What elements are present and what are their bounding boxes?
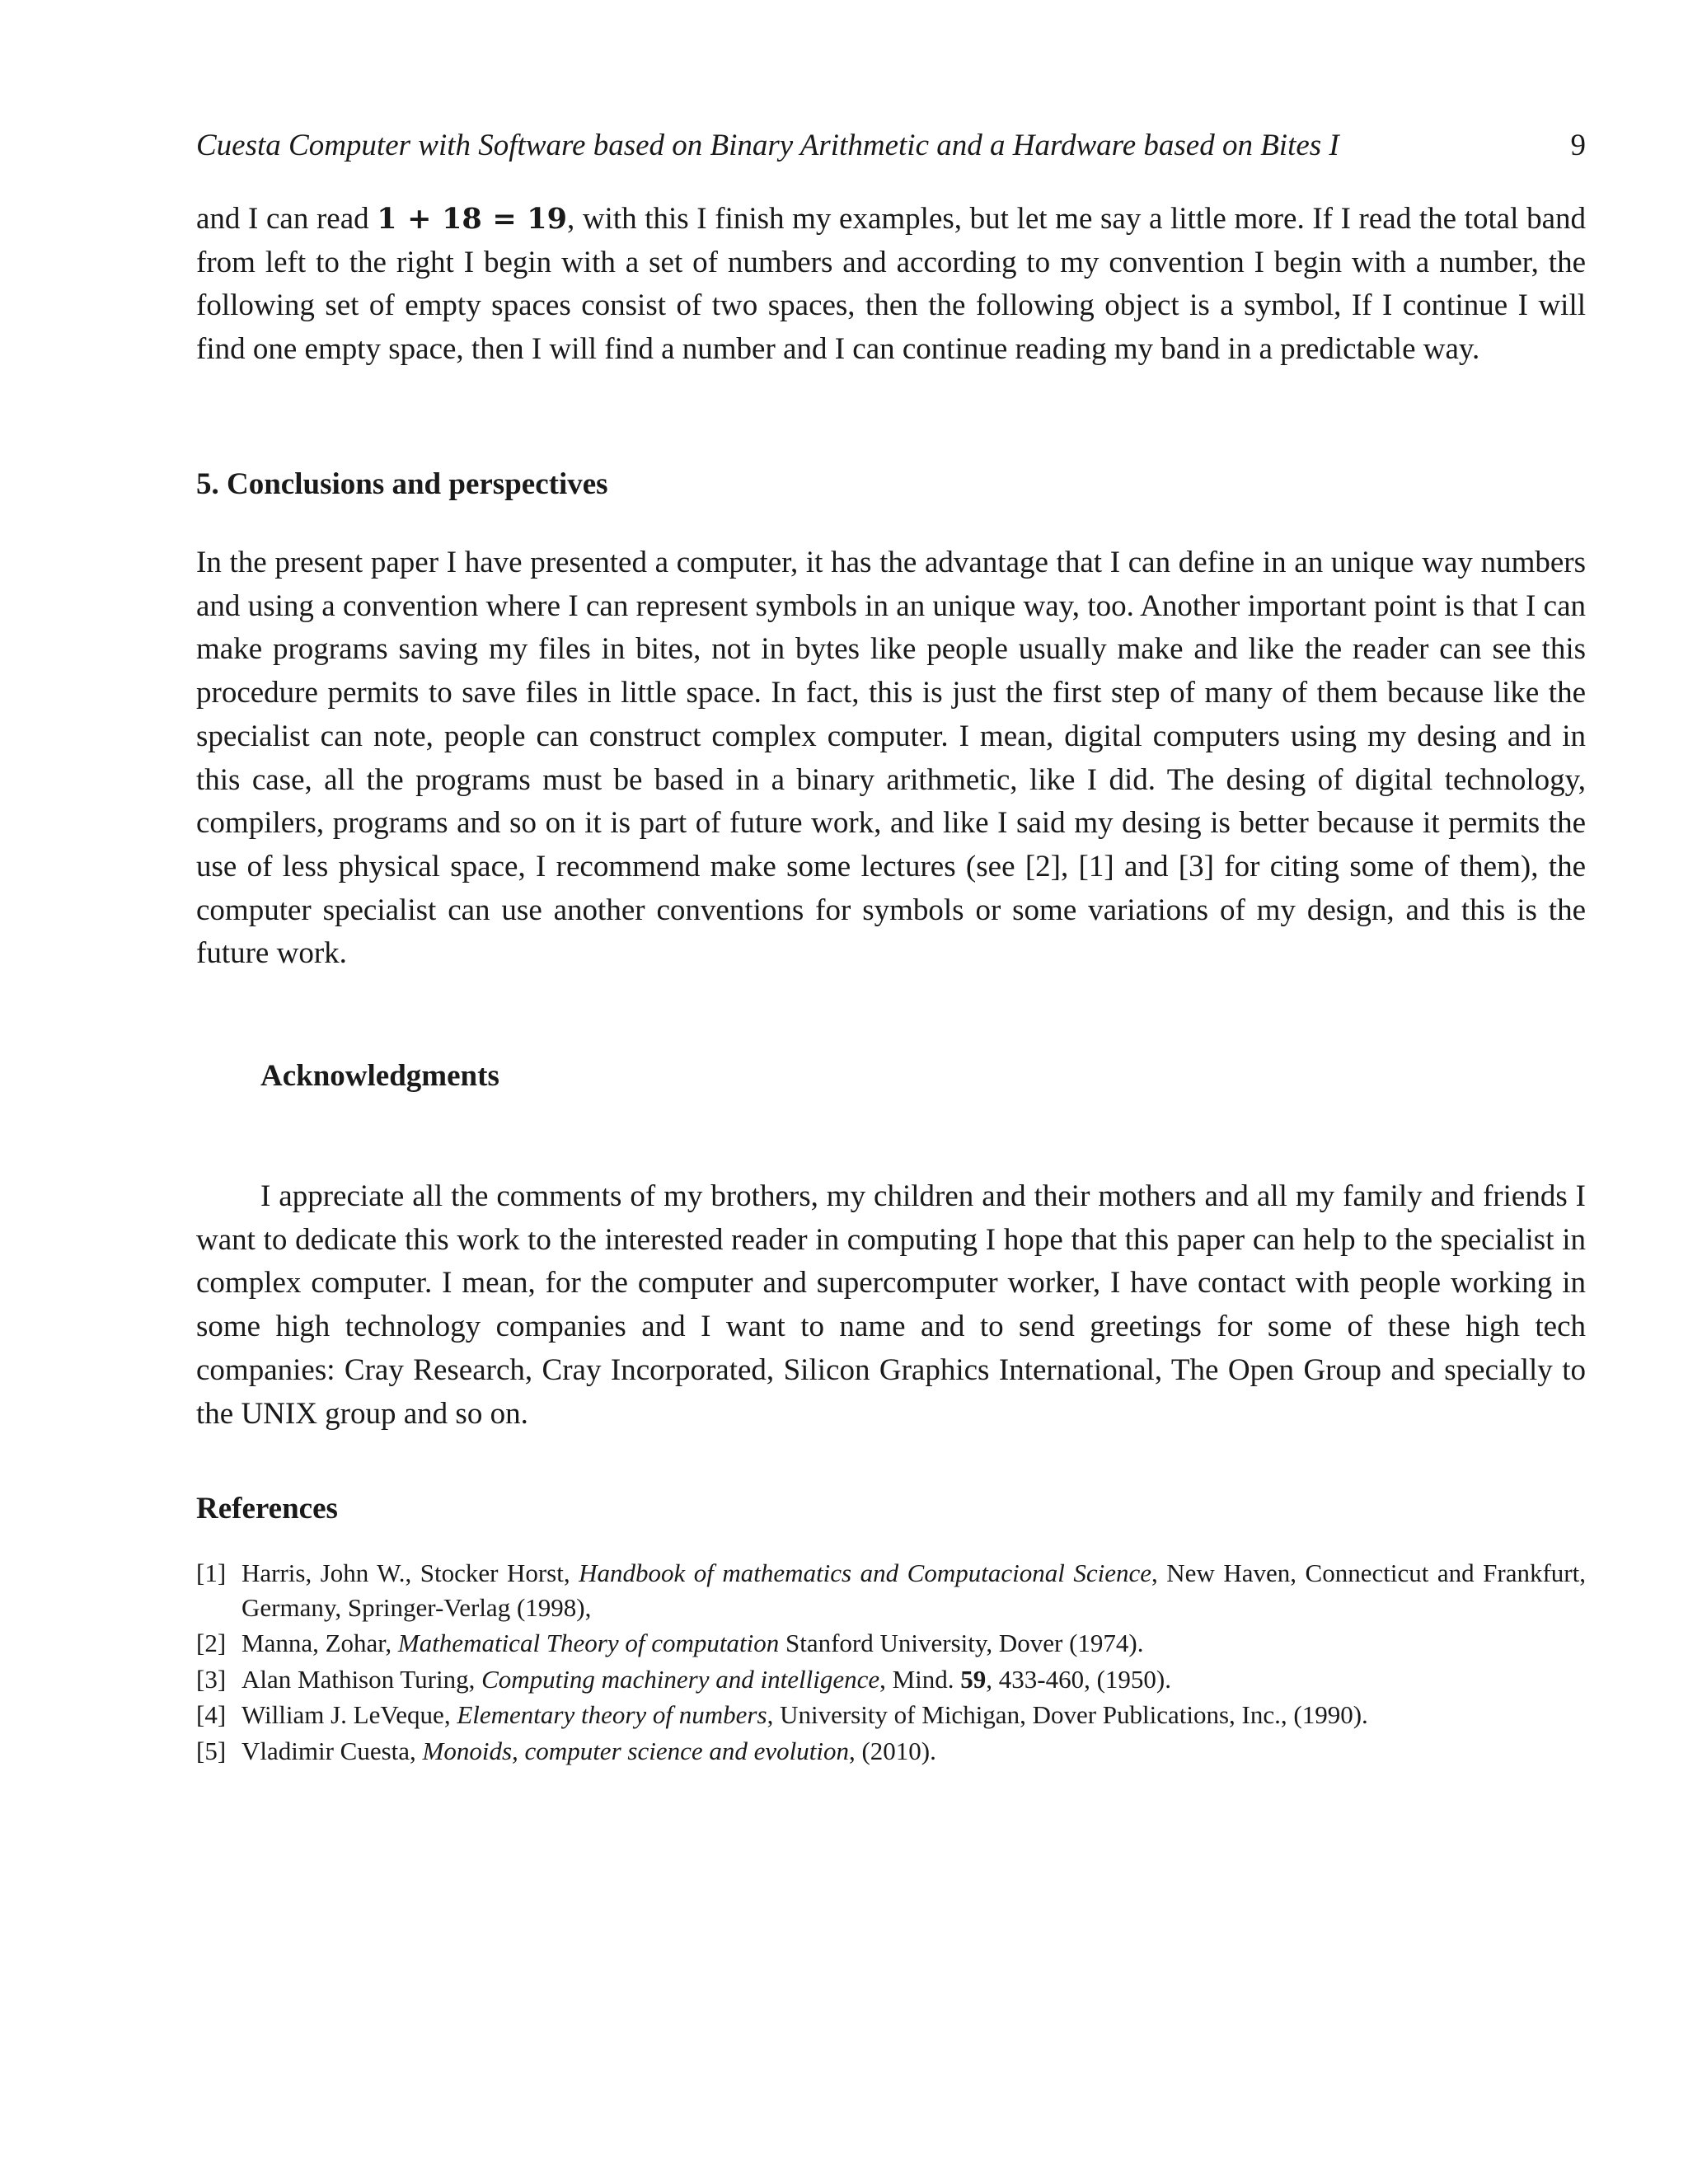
reference-details: Stanford University, Dover (1974). xyxy=(779,1629,1144,1657)
page-number: 9 xyxy=(1570,129,1586,162)
reference-item xyxy=(196,1556,1586,1624)
reference-item xyxy=(196,1662,1586,1697)
reference-item xyxy=(196,1698,1586,1732)
reference-title: Monoids, computer science and evolution xyxy=(422,1736,849,1765)
reference-details: , 433-460, (1950). xyxy=(986,1664,1172,1694)
reference-authors: Manna, Zohar, xyxy=(241,1629,398,1657)
reference-number: [1] xyxy=(196,1558,227,1587)
reference-number: [5] xyxy=(196,1736,227,1765)
intro-paragraph xyxy=(196,198,1586,372)
section-heading-references: References xyxy=(196,1492,338,1526)
reference-details: , (2010). xyxy=(848,1736,936,1765)
reference-details: , University of Michigan, Dover Publications, Inc., (1990). xyxy=(767,1700,1368,1729)
reference-number: [2] xyxy=(196,1629,227,1657)
reference-details: , New Haven, Connecticut and Frankfurt, Germany, Springer-Verlag (1998), xyxy=(241,1558,1586,1622)
conclusions-paragraph: In the present paper I have presented a computer, it has the advantage that I can define in an unique way numbers and using a convention where I can represent symbols in an unique way, too. Another important point is that I can make programs saving my files in bites, not in bytes like people usually make and like the reader can see this procedure permits to save files in little space. In fact, this is just the first step of many of them because like the specialist can note, people can construct complex computer. I mean, digital computers using my desing and in this case, all the programs must be based in a binary arithmetic, like I did. The desing of digital technology, compilers, programs and so on it is part of future work, and like I said my desing is better because it permits the use of less physical space, I recommend make some lectures (see [2], [1] and [3] for citing some of them), the computer specialist can use another conventions for symbols or some variations of my design, and this is the future work. xyxy=(196,546,1586,971)
reference-item xyxy=(196,1626,1586,1661)
reference-list xyxy=(196,1556,1586,1769)
reference-journal: , Mind. xyxy=(879,1664,961,1694)
reference-title: Elementary theory of numbers xyxy=(457,1700,767,1729)
section-heading-conclusions: 5. Conclusions and perspectives xyxy=(196,467,608,501)
reference-title: Handbook of mathematics and Computacional Science xyxy=(579,1558,1152,1587)
reference-item xyxy=(196,1734,1586,1769)
reference-number: [3] xyxy=(196,1664,227,1694)
running-title: Cuesta Computer with Software based on Binary Arithmetic and a Hardware based on Bites I xyxy=(196,129,1339,162)
reference-authors: Harris, John W., Stocker Horst, xyxy=(241,1558,579,1587)
reference-title: Computing machinery and intelligence xyxy=(481,1664,880,1694)
reference-authors: William J. LeVeque, xyxy=(241,1700,457,1729)
reference-volume: 59 xyxy=(960,1664,987,1694)
intro-before-math: and I can read xyxy=(196,202,377,236)
section-heading-acknowledgments: Acknowledgments xyxy=(260,1059,499,1093)
intro-after-math: , with this I finish my examples, but let me say a little more. If I read the total band from left to the right I begin with a set of numbers and according to my convention I begin with a number, the following set of empty spaces consist of two spaces, then the following object is a symbol, If I continue I will find one empty space, then I will find a number and I can continue reading my band in a predictable way. xyxy=(196,202,1586,367)
running-header xyxy=(196,125,1586,166)
acknowledgments-paragraph: I appreciate all the comments of my brothers, my children and their mothers and all my family and friends I want to dedicate this work to the interested reader in computing I hope that this paper can help to the specialist in complex computer. I mean, for the computer and supercomputer worker, I have contact with people working in some high technology companies and I want to name and to send greetings for some of these high tech companies: Cray Research, Cray Incorporated, Silicon Graphics International, The Open Group and specially to the UNIX group and so on. xyxy=(196,1179,1586,1431)
reference-authors: Alan Mathison Turing, xyxy=(241,1664,482,1694)
reference-number: [4] xyxy=(196,1700,227,1729)
reference-authors: Vladimir Cuesta, xyxy=(241,1736,423,1765)
math-equation: 1 + 18 = 19 xyxy=(377,202,567,236)
reference-title: Mathematical Theory of computation xyxy=(397,1629,780,1657)
